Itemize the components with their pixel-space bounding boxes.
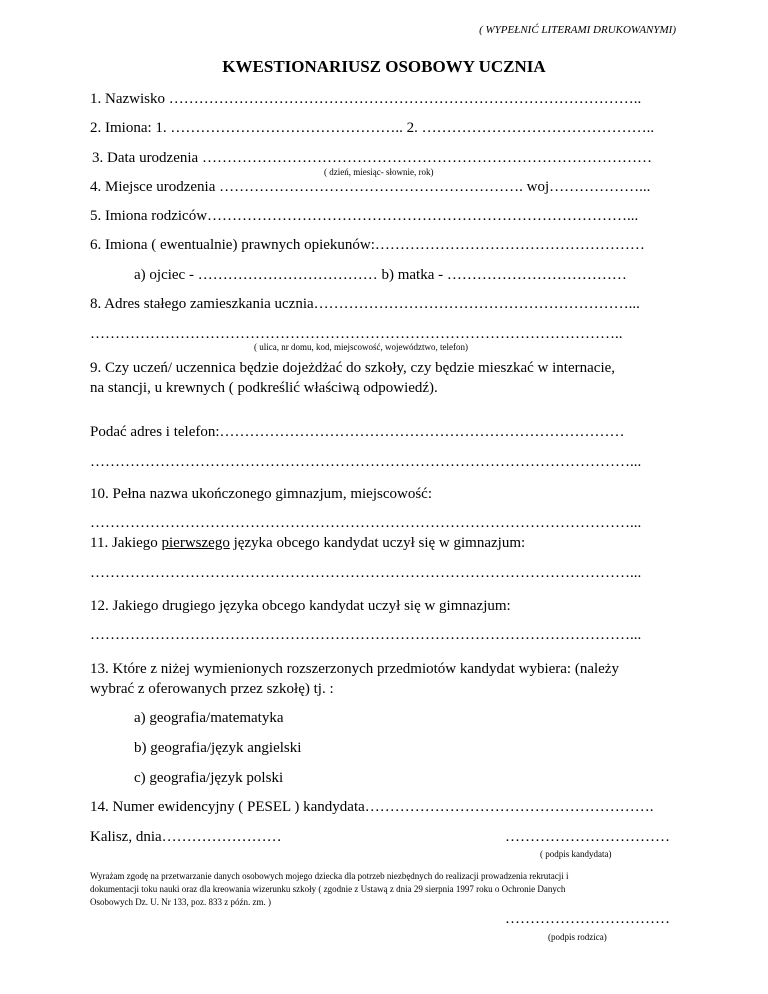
first-language-underlined: pierwszego	[161, 535, 230, 551]
consent-text-line-3: Osobowych Dz. U. Nr 133, poz. 833 z późn. zm. )	[90, 897, 271, 907]
first-language-question	[90, 536, 525, 551]
parents-names-field[interactable]: 5. Imiona rodziców…………………………………………………………………………...	[90, 208, 639, 224]
subject-option-b[interactable]: b) geografia/język angielski	[134, 740, 302, 756]
subjects-question: 13. Które z niżej wymienionych rozszerzonych przedmiotów kandydat wybiera: (należy	[90, 661, 619, 677]
subject-option-c[interactable]: c) geografia/język polski	[134, 770, 284, 786]
parent-signature-line[interactable]: ……………………………	[505, 911, 670, 927]
commute-question-cont: na stancji, u krewnych ( podkreślić właściwą odpowiedź).	[90, 380, 438, 396]
birth-date-field[interactable]: 3. Data urodzenia ………………………………………………………………………………	[92, 150, 652, 166]
school-field[interactable]: ………………………………………………………………………………………………...	[90, 515, 642, 531]
consent-text-line-1: Wyrażam zgodę na przetwarzanie danych osobowych mojego dziecka dla potrzeb niezbędnych do realizacji prowadzenia rekrutacji i	[90, 871, 569, 881]
first-language-field[interactable]: ………………………………………………………………………………………………...	[90, 565, 642, 581]
address-hint: ( ulica, nr domu, kod, miejscowość, województwo, telefon)	[254, 342, 468, 352]
commute-question: 9. Czy uczeń/ uczennica będzie dojeżdżać do szkoły, czy będzie mieszkać w internacie,	[90, 360, 616, 376]
first-language-question-post: języka obcego kandydat uczył się w gimnazjum:	[229, 535, 526, 551]
first-names-field[interactable]: 2. Imiona: 1. ……………………………………….. 2. ………………………………………..	[90, 120, 655, 136]
pesel-field[interactable]: 14. Numer ewidencyjny ( PESEL ) kandydata………………………………………………….	[90, 799, 654, 815]
place-date-field[interactable]: Kalisz, dnia……………………	[90, 829, 282, 845]
second-language-question: 12. Jakiego drugiego języka obcego kandydat uczył się w gimnazjum:	[90, 598, 511, 614]
candidate-signature-line[interactable]: ……………………………	[505, 829, 670, 845]
second-language-field[interactable]: ………………………………………………………………………………………………...	[90, 627, 642, 643]
subject-option-a[interactable]: a) geografia/matematyka	[134, 710, 284, 726]
parents-father-mother-field[interactable]: a) ojciec - ……………………………… b) matka - ………………………………	[134, 267, 627, 283]
contact-address-field[interactable]: Podać adres i telefon:………………………………………………………………………	[90, 424, 625, 440]
first-language-question-pre: 11. Jakiego	[90, 535, 162, 551]
page-title: KWESTIONARIUSZ OSOBOWY UCZNIA	[222, 57, 546, 76]
parent-signature-label: (podpis rodzica)	[548, 932, 607, 942]
address-line-2[interactable]: ……………………………………………………………………………………………..	[90, 326, 623, 342]
birth-date-hint: ( dzień, miesiąc- słownie, rok)	[324, 167, 434, 177]
school-question: 10. Pełna nazwa ukończonego gimnazjum, miejscowość:	[90, 486, 432, 502]
candidate-signature-label: ( podpis kandydata)	[540, 849, 612, 859]
surname-field[interactable]: 1. Nazwisko …………………………………………………………………………………..	[90, 91, 642, 107]
birth-place-field[interactable]: 4. Miejsce urodzenia ……………………………………………………. woj………………...	[90, 179, 651, 195]
subjects-question-cont: wybrać z oferowanych przez szkołę) tj. :	[90, 681, 334, 697]
contact-address-line-2[interactable]: ………………………………………………………………………………………………...	[90, 454, 642, 470]
address-field[interactable]: 8. Adres stałego zamieszkania ucznia………………………………………………………...	[90, 296, 640, 312]
consent-text-line-2: dokumentacji toku nauki oraz dla kreowania wizerunku szkoły ( zgodnie z Ustawą z dnia 29 sierpnia 1997 roku o Ochronie Danych	[90, 884, 566, 894]
guardians-field[interactable]: 6. Imiona ( ewentualnie) prawnych opiekunów:………………………………………………	[90, 237, 645, 253]
header-note: ( WYPEŁNIĆ LITERAMI DRUKOWANYMI)	[479, 24, 676, 36]
